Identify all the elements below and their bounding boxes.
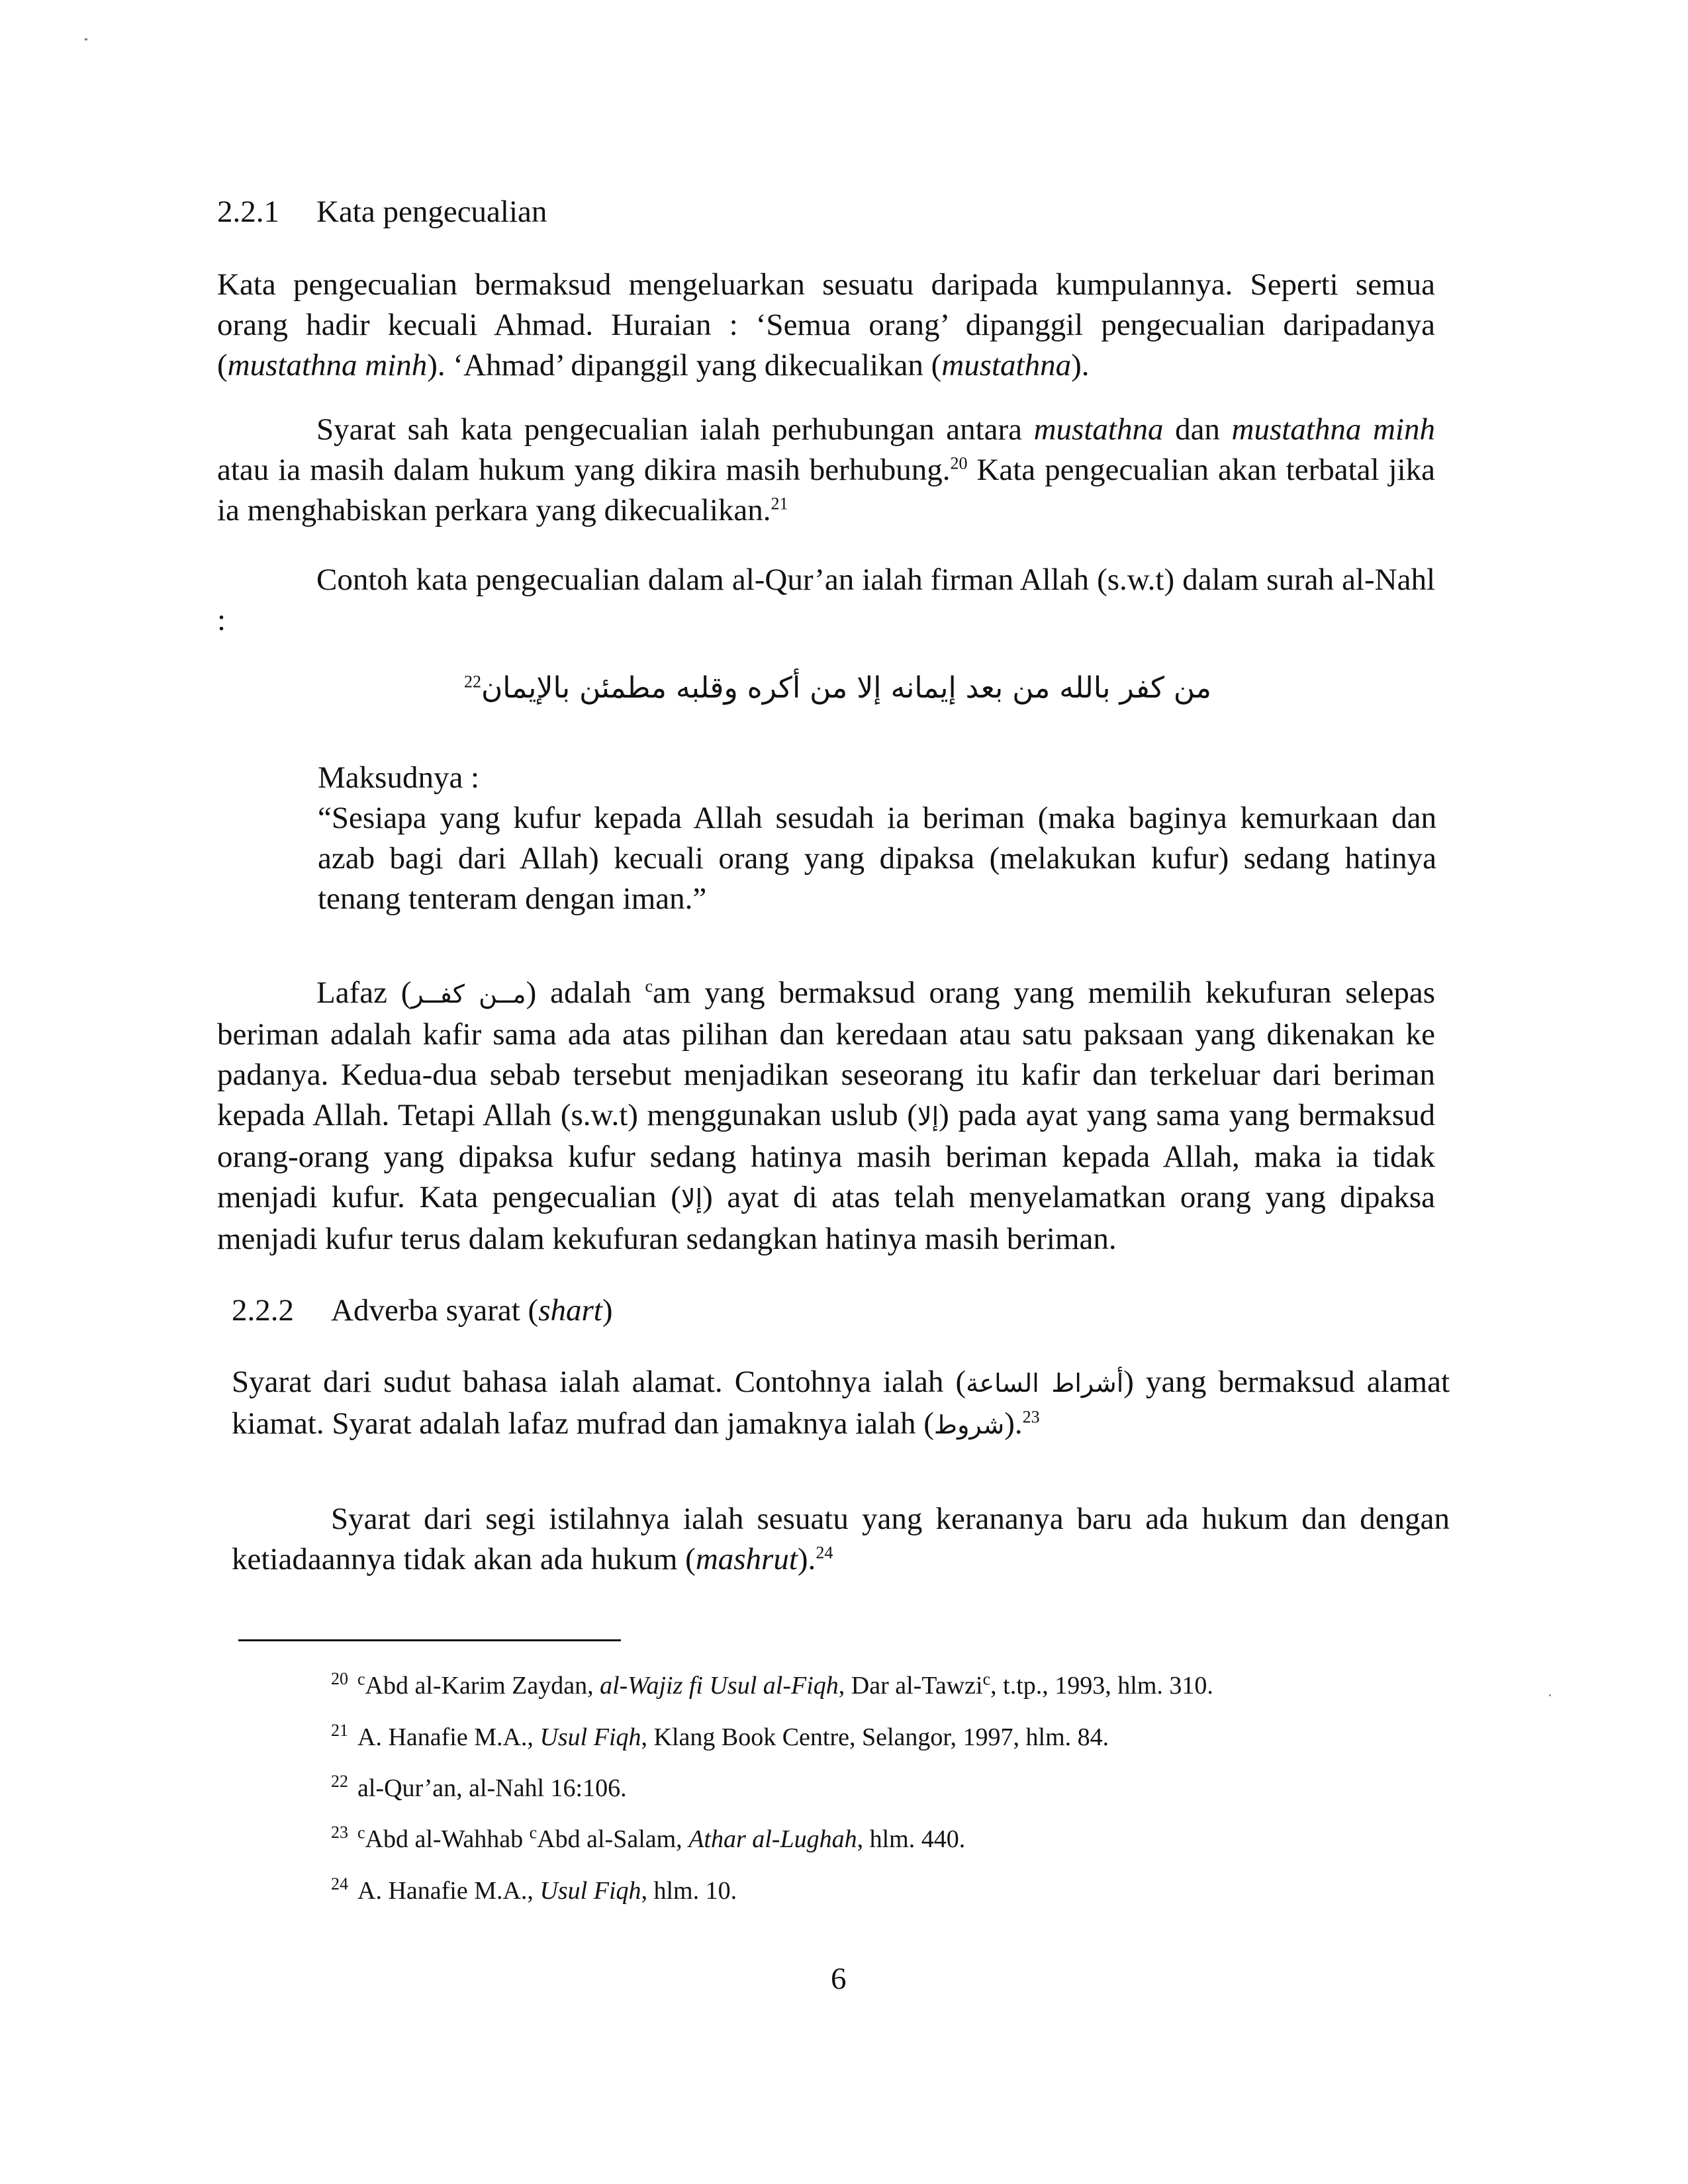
ayn-mark: c xyxy=(357,1669,365,1689)
section-number: 2.2.1 xyxy=(217,195,279,229)
arabic-text: من كفر بالله من بعد إيمانه إلا من أكره وقلبه مطمئن بالإيمان xyxy=(481,671,1211,705)
arabic-verse xyxy=(464,668,1211,708)
book-title: Usul Fiqh xyxy=(539,1723,641,1751)
italic-term: mustathna xyxy=(941,348,1072,383)
text: , Dar al-Tawzi xyxy=(838,1672,983,1700)
text: Syarat sah kata pengecualian ialah perhubungan antara xyxy=(316,412,1034,447)
text: ). xyxy=(797,1542,816,1576)
section-heading-2-2-1 xyxy=(217,192,547,232)
text: Abd al-Salam, xyxy=(537,1825,689,1853)
arabic-inline: أشراط الساعة xyxy=(966,1369,1124,1398)
text: ). ‘Ahmad’ dipanggil yang dikecualikan ( xyxy=(427,348,942,383)
ayn-mark: c xyxy=(529,1823,538,1843)
footnote-number: 21 xyxy=(331,1721,348,1741)
text: , hlm. 10. xyxy=(641,1877,737,1905)
arabic-inline: شروط xyxy=(933,1410,1005,1439)
book-title: al-Wajiz fi Usul al-Fiqh xyxy=(600,1672,839,1700)
text: ). xyxy=(1004,1406,1023,1441)
text: , Klang Book Centre, Selangor, 1997, hlm. 84. xyxy=(641,1723,1109,1751)
ayn-mark: c xyxy=(645,976,653,996)
meaning-label: Maksudnya : xyxy=(318,760,480,795)
text: Kata pengecualian bermaksud mengeluarkan sesuatu daripada kumpulannya. Seperti semua orang hadir kecuali Ahmad. Huraian : ‘Semua orang’ dipanggil pengecualian daripadanya ( xyxy=(217,267,1435,383)
scan-speck xyxy=(1549,1694,1551,1696)
footnote-20 xyxy=(331,1669,1213,1702)
text: atau ia masih dalam hukum yang dikira masih berhubung. xyxy=(217,453,951,487)
paragraph xyxy=(232,1499,1450,1580)
arabic-inline: مــن كفــر xyxy=(411,979,526,1009)
footnote-ref: 22 xyxy=(463,672,481,692)
meaning-quote: “Sesiapa yang kufur kepada Allah sesudah ia beriman (maka baginya kemurkaan dan azab bagi dari Allah) kecuali orang yang dipaksa (melakukan kufur) sedang hatinya tenang tenteram dengan iman.” xyxy=(318,801,1436,916)
arabic-inline: إلا xyxy=(680,1184,703,1213)
footnote-21 xyxy=(331,1721,1109,1754)
text: A. Hanafie M.A., xyxy=(357,1723,540,1751)
text: ). xyxy=(1071,348,1090,383)
text: al-Qur’an, al-Nahl 16:106. xyxy=(357,1774,627,1802)
footnote-ref: 24 xyxy=(816,1543,833,1563)
italic-term: mustathna minh xyxy=(227,348,428,383)
text: Kata pengecualian akan terbatal jika ia menghabiskan perkara yang dikecualikan. xyxy=(217,453,1436,527)
ayn-mark: c xyxy=(982,1669,991,1689)
section-title: Adverba syarat ( xyxy=(331,1293,539,1328)
italic-term: mustathna minh xyxy=(1231,412,1435,447)
text: Abd al-Wahhab xyxy=(365,1825,530,1853)
section-title-end: ) xyxy=(602,1293,613,1328)
text: Abd al-Karim Zaydan, xyxy=(365,1672,600,1700)
footnote-number: 22 xyxy=(331,1772,348,1792)
text: ) ayat di atas telah menyelamatkan orang yang dipaksa menjadi kufur terus dalam kekufuran sedangkan hatinya masih beriman. xyxy=(217,1180,1435,1256)
section-heading-2-2-2 xyxy=(232,1291,613,1331)
text: , hlm. 440. xyxy=(857,1825,966,1853)
text: Lafaz ( xyxy=(316,976,412,1010)
arabic-inline: إلا xyxy=(917,1102,939,1131)
footnote-24 xyxy=(331,1874,737,1907)
paragraph xyxy=(217,560,1435,641)
text: Syarat dari sudut bahasa ialah alamat. Contohnya ialah ( xyxy=(232,1365,966,1399)
paragraph xyxy=(217,973,1435,1259)
text: Syarat dari segi istilahnya ialah sesuatu yang kerananya baru ada hukum dan dengan ketiadaannya tidak akan ada hukum ( xyxy=(232,1502,1450,1576)
footnote-ref: 20 xyxy=(950,453,968,473)
paragraph xyxy=(217,265,1435,386)
book-title: Athar al-Lughah xyxy=(688,1825,857,1853)
footnote-number: 24 xyxy=(331,1874,348,1894)
footnote-22 xyxy=(331,1772,627,1805)
footnote-23 xyxy=(331,1823,965,1856)
text: ) pada ayat yang sama yang bermaksud orang-orang yang dipaksa kufur sedang hatinya masih beriman kepada Allah, maka ia tidak menjadi kufur. Kata pengecualian ( xyxy=(217,1098,1435,1214)
italic-term: mustathna xyxy=(1033,412,1164,447)
section-number: 2.2.2 xyxy=(232,1293,294,1328)
text: dan xyxy=(1163,412,1232,447)
paragraph xyxy=(232,1362,1450,1445)
section-title: Kata pengecualian xyxy=(316,195,547,229)
scan-speck xyxy=(85,38,87,40)
ayn-mark: c xyxy=(357,1823,365,1843)
paragraph xyxy=(217,410,1435,531)
footnote-ref: 23 xyxy=(1022,1407,1040,1427)
book-title: Usul Fiqh xyxy=(539,1877,641,1905)
section-title-italic: shart xyxy=(538,1293,602,1328)
text: , t.tp., 1993, hlm. 310. xyxy=(990,1672,1213,1700)
footnote-separator xyxy=(238,1639,621,1641)
text: ) yang bermaksud alamat kiamat. Syarat adalah lafaz mufrad dan jamaknya ialah ( xyxy=(232,1365,1450,1441)
page-number: 6 xyxy=(831,1962,847,1996)
text: am yang bermaksud orang yang memilih kekufuran selepas beriman adalah kafir sama ada atas pilihan dan keredaan atau satu paksaan yang dikenakan ke padanya. Kedua-dua sebab tersebut menjadikan seseorang itu kafir dan terkeluar dari beriman kepada Allah. Tetapi Allah (s.w.t) menggunakan uslub ( xyxy=(217,976,1435,1132)
text: Contoh kata pengecualian dalam al-Qur’an ialah firman Allah (s.w.t) dalam surah al-Nahl : xyxy=(217,563,1435,637)
footnote-number: 23 xyxy=(331,1823,348,1843)
text: ) adalah xyxy=(526,976,645,1010)
footnote-number: 20 xyxy=(331,1669,348,1689)
footnote-ref: 21 xyxy=(771,494,788,514)
italic-term: mashrut xyxy=(695,1542,798,1576)
text: A. Hanafie M.A., xyxy=(357,1877,540,1905)
